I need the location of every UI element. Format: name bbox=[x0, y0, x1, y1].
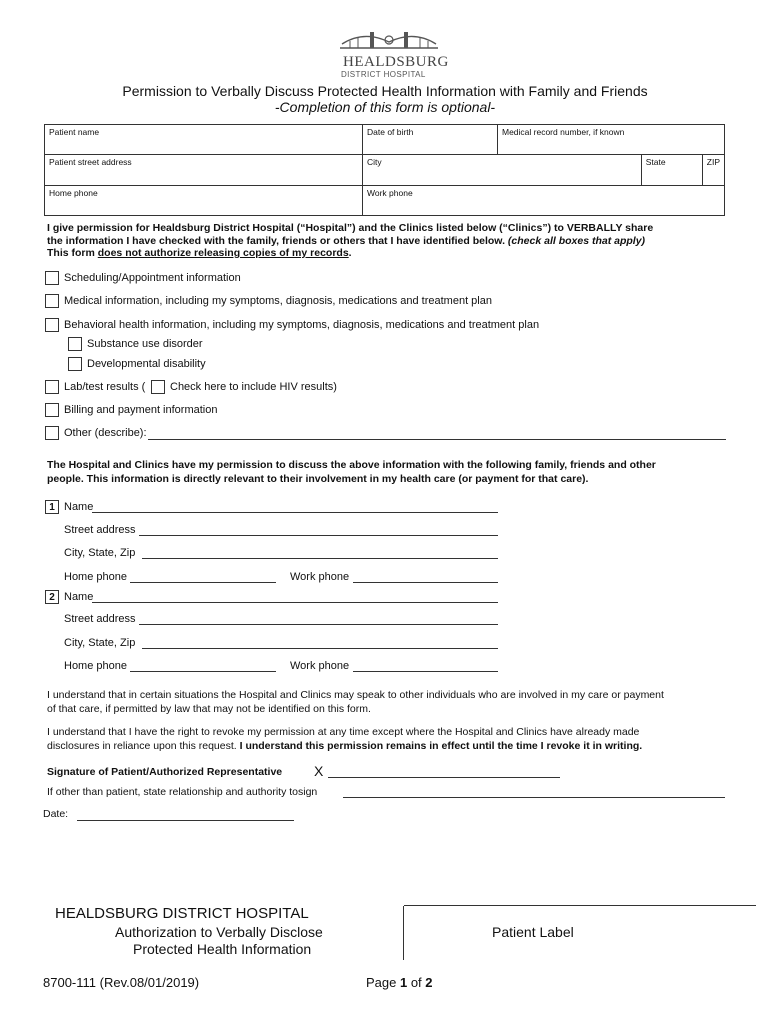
relevance-line1: The Hospital and Clinics have my permission to discuss the above information with the following family, friends and other bbox=[47, 459, 656, 471]
permission-line1: I give permission for Healdsburg District Hospital (“Hospital”) and the Clinics listed below (“Clinics”) to VERBALLY share bbox=[47, 222, 654, 234]
contact-2-number: 2 bbox=[45, 590, 59, 604]
other-checkbox[interactable] bbox=[45, 426, 59, 440]
page-of: of bbox=[407, 975, 426, 990]
relationship-line[interactable] bbox=[343, 797, 725, 798]
contact-1-work-line[interactable] bbox=[353, 582, 498, 583]
form-title: Permission to Verbally Discuss Protected Health Information with Family and Friends bbox=[122, 83, 648, 99]
page-prefix: Page bbox=[366, 975, 400, 990]
understand2-line1: I understand that I have the right to revoke my permission at any time except where the Hospital and Clinics have already made bbox=[47, 726, 640, 738]
lab-results-label: Lab/test results ( bbox=[64, 381, 146, 393]
permission-line2: the information I have checked with the family, friends or others that I have identified below. bbox=[47, 234, 508, 247]
footer-form-title-line2: Protected Health Information bbox=[133, 941, 312, 957]
mrn-field[interactable]: Medical record number, if known bbox=[498, 125, 725, 155]
form-subtitle: -Completion of this form is optional- bbox=[274, 99, 496, 115]
state-field[interactable]: State bbox=[642, 155, 703, 185]
understand2-line2b: I understand this permission remains in effect until the time I revoke it in writing. bbox=[239, 739, 643, 752]
footer-divider bbox=[403, 906, 404, 960]
contact-2-city-line[interactable] bbox=[142, 648, 498, 649]
contact-2-street-label: Street address bbox=[64, 613, 136, 625]
page-number bbox=[366, 975, 433, 990]
understand-paragraph-1 bbox=[47, 689, 747, 716]
medical-checkbox[interactable] bbox=[45, 294, 59, 308]
medical-label: Medical information, including my symptoms, diagnosis, medications and treatment plan bbox=[64, 295, 492, 307]
zip-field[interactable]: ZIP bbox=[706, 157, 720, 167]
billing-label: Billing and payment information bbox=[64, 404, 218, 416]
scheduling-label: Scheduling/Appointment information bbox=[64, 272, 241, 284]
permission-line3-underlined: does not authorize releasing copies of my records bbox=[97, 247, 349, 259]
page-current: 1 bbox=[399, 975, 408, 990]
hiv-checkbox[interactable] bbox=[151, 380, 165, 394]
contact-2-work-label: Work phone bbox=[290, 660, 350, 672]
signature-line[interactable] bbox=[328, 777, 560, 778]
contact-2-work-line[interactable] bbox=[353, 671, 498, 672]
permission-line3a: This form bbox=[47, 247, 98, 259]
city-field[interactable]: City bbox=[363, 155, 642, 186]
patient-label-area: Patient Label bbox=[492, 924, 574, 940]
contact-2-name-line[interactable] bbox=[92, 602, 498, 603]
date-label: Date: bbox=[43, 808, 69, 820]
contact-1-street-line[interactable] bbox=[139, 535, 498, 536]
contact-2-street-line[interactable] bbox=[139, 624, 498, 625]
contact-2-name-label: Name bbox=[64, 591, 94, 603]
relevance-line2: people. This information is directly relevant to their involvement in my health care (or payment for that care). bbox=[47, 472, 589, 485]
contact-1-street-label: Street address bbox=[64, 524, 136, 536]
substance-use-checkbox[interactable] bbox=[68, 337, 82, 351]
patient-name-field[interactable]: Patient name bbox=[45, 125, 363, 155]
permission-statement bbox=[47, 222, 727, 260]
form-id: 8700-111 (Rev.08/01/2019) bbox=[43, 975, 200, 990]
contact-2-home-label: Home phone bbox=[64, 660, 127, 672]
other-label: Other (describe): bbox=[64, 427, 147, 439]
contact-1-city-line[interactable] bbox=[142, 558, 498, 559]
behavioral-label: Behavioral health information, including my symptoms, diagnosis, medications and treatment plan bbox=[64, 319, 540, 331]
contact-1-home-line[interactable] bbox=[130, 582, 276, 583]
understand1-line2: of that care, if permitted by law that may not be identified on this form. bbox=[47, 702, 371, 715]
contact-2-home-line[interactable] bbox=[130, 671, 276, 672]
billing-checkbox[interactable] bbox=[45, 403, 59, 417]
bridge-logo-icon bbox=[340, 28, 438, 54]
date-line[interactable] bbox=[77, 820, 294, 821]
contact-1-work-label: Work phone bbox=[290, 571, 350, 583]
other-describe-line[interactable] bbox=[148, 439, 726, 440]
work-phone-field[interactable]: Work phone bbox=[363, 186, 725, 216]
contact-1-name-line[interactable] bbox=[92, 512, 498, 513]
scheduling-checkbox[interactable] bbox=[45, 271, 59, 285]
contact-2-city-label: City, State, Zip bbox=[64, 637, 136, 649]
footer-form-title-line1: Authorization to Verbally Disclose bbox=[115, 924, 323, 940]
signature-x-mark: X bbox=[314, 763, 324, 779]
logo-name-line2: DISTRICT HOSPITAL bbox=[341, 70, 426, 79]
understand2-line2a: disclosures in reliance upon this request. bbox=[47, 739, 240, 752]
patient-info-table bbox=[44, 124, 725, 216]
developmental-checkbox[interactable] bbox=[68, 357, 82, 371]
home-phone-field[interactable]: Home phone bbox=[45, 186, 363, 216]
street-address-field[interactable]: Patient street address bbox=[45, 155, 363, 186]
date-of-birth-field[interactable]: Date of birth bbox=[363, 125, 498, 155]
behavioral-checkbox[interactable] bbox=[45, 318, 59, 332]
footer-top-rule bbox=[404, 905, 756, 906]
contact-1-city-label: City, State, Zip bbox=[64, 547, 136, 559]
hospital-logo bbox=[340, 28, 449, 80]
relevance-statement bbox=[47, 459, 737, 486]
footer-hospital-name: HEALDSBURG DISTRICT HOSPITAL bbox=[55, 905, 309, 922]
signature-label: Signature of Patient/Authorized Representative bbox=[47, 766, 283, 778]
developmental-label: Developmental disability bbox=[87, 358, 206, 370]
lab-results-checkbox[interactable] bbox=[45, 380, 59, 394]
contact-1-name-label: Name bbox=[64, 501, 94, 513]
contact-1-home-label: Home phone bbox=[64, 571, 127, 583]
state-zip-cell bbox=[641, 155, 724, 186]
substance-use-label: Substance use disorder bbox=[87, 338, 203, 350]
permission-line2-italic: (check all boxes that apply) bbox=[507, 234, 646, 247]
logo-name-line1: HEALDSBURG bbox=[343, 54, 449, 70]
understand1-line1: I understand that in certain situations the Hospital and Clinics may speak to other individuals who are involved in my care or payment bbox=[47, 689, 664, 701]
page-total: 2 bbox=[425, 975, 433, 990]
hiv-label: Check here to include HIV results) bbox=[170, 381, 337, 393]
contact-1-number: 1 bbox=[45, 500, 59, 514]
relationship-label: If other than patient, state relationship and authority tosign bbox=[47, 786, 318, 798]
understand-paragraph-2 bbox=[47, 726, 747, 753]
permission-line3b: . bbox=[348, 247, 352, 259]
